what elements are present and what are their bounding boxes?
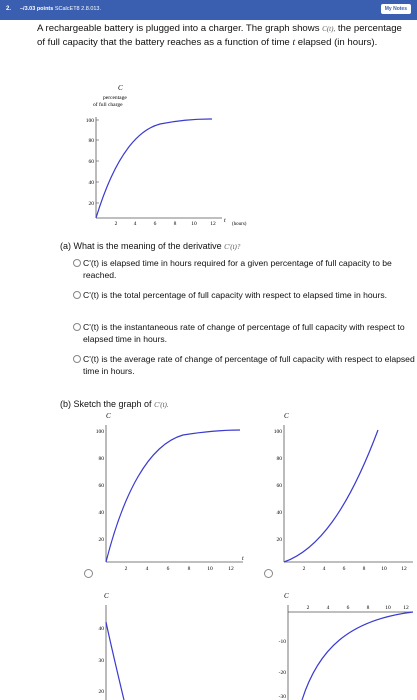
g3-y-tick: 40 [98, 626, 104, 632]
g4-x-tick: 6 [346, 605, 350, 611]
graph-option-3 [88, 590, 238, 700]
g4-x-tick: 8 [366, 605, 370, 611]
option-4-radio[interactable] [73, 355, 81, 363]
graph-option-4 [268, 590, 416, 700]
main-x-unit: (hours) [232, 222, 247, 227]
g2-y-tick: 100 [273, 429, 282, 435]
g4-x-tick: 4 [326, 605, 330, 611]
g1-y-tick: 20 [98, 537, 104, 543]
graph-option-2 [268, 410, 416, 575]
graph-option-1-radio[interactable] [84, 569, 93, 578]
g1-x-title: t [242, 556, 244, 562]
func-ct-inline: C(t), [322, 25, 336, 33]
graph-option-1 [88, 410, 248, 575]
option-2[interactable]: C'(t) is the total percentage of full capacity with respect to elapsed time in hours. [73, 289, 417, 301]
main-x-title: t [224, 218, 226, 224]
g1-curve [106, 430, 240, 562]
question-header [0, 0, 417, 20]
option-2-radio[interactable] [73, 291, 81, 299]
main-graph-y-label-1: percentage [103, 95, 127, 101]
main-y-tick: 20 [88, 201, 94, 207]
g1-y-tick: 60 [98, 483, 104, 489]
g2-x-tick: 8 [362, 566, 366, 572]
g3-curve [106, 622, 124, 700]
option-1[interactable]: C'(t) is elapsed time in hours required for a given percentage of full capacity to be reached. [73, 257, 417, 281]
main-x-tick: 12 [210, 221, 216, 227]
g1-x-tick: 12 [228, 566, 234, 572]
g3-y-tick: 30 [98, 658, 104, 664]
part-a-prompt: (a) What is the meaning of the derivative C'(t)? [60, 241, 241, 251]
question-number: 2. [6, 6, 12, 12]
g4-y-tick: -10 [278, 639, 286, 645]
main-x-tick: 2 [114, 221, 118, 227]
g1-x-tick: 6 [166, 566, 170, 572]
my-notes-button[interactable]: My Notes [381, 4, 411, 14]
main-graph [60, 82, 270, 232]
g2-y-tick: 20 [276, 537, 282, 543]
points-label: –/3.03 points SCalcET8 2.8.013. [20, 6, 102, 12]
question-text: A rechargeable battery is plugged into a charger. The graph shows C(t), the percentage of full capacity that the battery reaches as a function of time t elapsed (in hours). [37, 23, 402, 48]
main-y-tick: 40 [88, 180, 94, 186]
main-y-tick: 60 [88, 159, 94, 165]
g4-y-tick: -30 [278, 694, 286, 700]
g4-y-tick: -20 [278, 670, 286, 676]
g2-x-tick: 10 [381, 566, 387, 572]
g2-y-tick: 80 [276, 456, 282, 462]
g4-x-tick: 2 [306, 605, 310, 611]
g2-x-tick: 6 [342, 566, 346, 572]
g2-x-tick: 12 [401, 566, 407, 572]
part-b-prompt: (b) Sketch the graph of C'(t). [60, 399, 169, 409]
g3-y-title: C [104, 592, 109, 600]
g1-x-tick: 8 [187, 566, 191, 572]
g2-y-title: C [284, 412, 289, 420]
main-x-tick: 6 [153, 221, 157, 227]
g4-curve [302, 612, 413, 700]
g2-y-tick: 40 [276, 510, 282, 516]
g4-x-tick: 10 [385, 605, 391, 611]
main-graph-y-label-2: of full charge [93, 102, 123, 108]
g2-curve [284, 430, 378, 562]
g3-y-tick: 20 [98, 689, 104, 695]
graph-option-2-radio[interactable] [264, 569, 273, 578]
main-y-tick: 100 [85, 118, 94, 124]
option-4[interactable]: C'(t) is the average rate of change of percentage of full capacity with respect to elapsed time in hours. [73, 353, 417, 377]
option-3[interactable]: C'(t) is the instantaneous rate of change of percentage of full capacity with respect to elapsed time in hours. [73, 321, 417, 345]
g1-y-title: C [106, 412, 111, 420]
g1-x-tick: 2 [124, 566, 128, 572]
option-3-radio[interactable] [73, 323, 81, 331]
g4-y-title: C [284, 592, 289, 600]
main-x-tick: 4 [133, 221, 137, 227]
main-x-tick: 8 [173, 221, 177, 227]
g1-x-tick: 10 [207, 566, 213, 572]
g1-y-tick: 40 [98, 510, 104, 516]
g2-y-tick: 60 [276, 483, 282, 489]
g4-x-tick: 12 [403, 605, 409, 611]
main-y-tick: 80 [88, 138, 94, 144]
option-1-radio[interactable] [73, 259, 81, 267]
g1-x-tick: 4 [145, 566, 149, 572]
g2-x-tick: 4 [322, 566, 326, 572]
main-curve [96, 119, 212, 218]
g1-y-tick: 80 [98, 456, 104, 462]
g1-y-tick: 100 [95, 429, 104, 435]
main-x-tick: 10 [191, 221, 197, 227]
main-graph-y-title: C [118, 84, 123, 92]
g2-x-tick: 2 [302, 566, 306, 572]
